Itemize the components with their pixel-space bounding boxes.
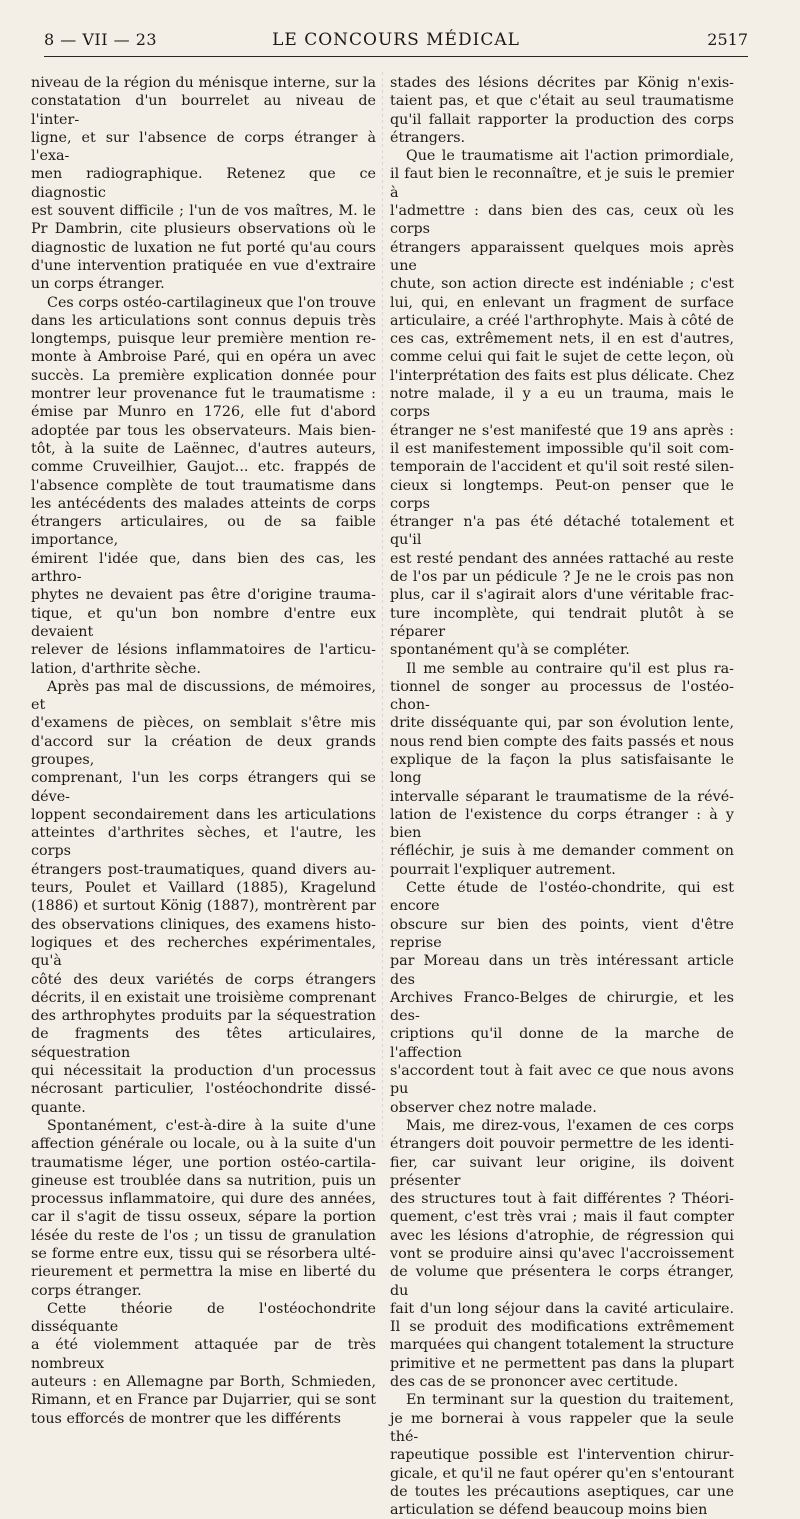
text-line: men radiographique. Retenez que ce diagnostic <box>31 166 376 201</box>
text-line: (1886) et surtout König (1887), montrèrent par <box>31 898 376 915</box>
paragraph <box>390 74 734 147</box>
text-line: Après pas mal de discussions, de mémoires, et <box>31 678 376 714</box>
text-line: étrangers post-traumatiques, quand divers au- <box>31 861 376 878</box>
text-line: est souvent difficile ; l'un de vos maîtres, M. le <box>31 203 376 220</box>
text-line: ture incomplète, qui tendrait plutôt à se réparer <box>390 605 734 640</box>
text-line: articulaire, a créé l'arthrophyte. Mais à côté de <box>390 312 734 329</box>
text-line: affection générale ou locale, ou à la suite d'un <box>31 1136 376 1153</box>
text-line: phytes ne devaient pas être d'origine trauma- <box>31 587 376 604</box>
text-line: des observations cliniques, des examens histo- <box>31 916 376 933</box>
paragraph <box>390 660 734 880</box>
text-line: côté des deux variétés de corps étrangers <box>31 971 376 988</box>
text-line: tous efforcés de montrer que les différents <box>31 1410 342 1427</box>
right-column <box>390 74 734 1519</box>
text-line: pourrait l'expliquer autrement. <box>390 861 616 878</box>
text-line: s'accordent tout à fait avec ce que nous avons pu <box>390 1063 734 1098</box>
text-line: dans les articulations sont connus depuis très <box>31 312 376 329</box>
text-line: nous rend bien compte des faits passés et nous <box>390 733 734 750</box>
text-line: Ces corps ostéo-cartilagineux que l'on trouve <box>47 294 376 311</box>
text-line: étranger n'a pas été détaché totalement et qu'il <box>390 514 734 549</box>
text-line: niveau de la région du ménisque interne, sur la <box>31 75 376 91</box>
paragraph <box>390 147 734 659</box>
text-line: nécrosant particulier, l'ostéochondrite dissé- <box>31 1081 376 1098</box>
text-line: par Moreau dans un très intéressant article des <box>390 953 734 988</box>
text-line: plus, car il s'agirait alors d'une véritable frac- <box>390 587 734 604</box>
text-line: explique de la façon la plus satisfaisante le long <box>390 751 734 787</box>
column-divider <box>382 72 383 1147</box>
paragraph <box>31 294 376 678</box>
running-header <box>44 30 748 57</box>
journal-title: LE CONCOURS MÉDICAL <box>272 30 520 50</box>
text-line: tionnel de songer au processus de l'ostéo-chon- <box>390 678 734 714</box>
text-line: a été violemment attaquée par de très nombreux <box>31 1337 376 1372</box>
text-line: lation, d'arthrite sèche. <box>31 660 201 677</box>
text-line: l'admettre : dans bien des cas, ceux où les corps <box>390 203 734 238</box>
text-line: temporain de l'accident et qu'il soit resté silen- <box>390 459 734 476</box>
text-line: des arthrophytes produits par la séquestration <box>31 1008 376 1025</box>
text-line: Cette étude de l'ostéo-chondrite, qui est encore <box>390 880 734 915</box>
text-line: comme Cruveilhier, Gaujot... etc. frappés de <box>31 459 376 476</box>
text-line: Archives Franco-Belges de chirurgie, et les des- <box>390 989 734 1025</box>
text-line: logiques et des recherches expérimentales, qu'à <box>31 934 376 970</box>
text-line: monte à Ambroise Paré, qui en opéra un avec <box>31 349 376 366</box>
text-line: d'examens de pièces, on semblait s'être mis <box>31 715 376 732</box>
left-column <box>31 74 376 1428</box>
text-line: loppent secondairement dans les articulations <box>31 806 376 823</box>
text-line: il est manifestement impossible qu'il soit com- <box>390 440 734 457</box>
text-line: tique, et qu'un bon nombre d'entre eux devaient <box>31 605 376 640</box>
text-line: intervalle séparant le traumatisme de la révé- <box>390 788 734 805</box>
text-line: diagnostic de luxation ne fut porté qu'au cours <box>31 239 376 256</box>
text-line: auteurs : en Allemagne par Borth, Schmieden, <box>31 1374 376 1391</box>
text-line: les antécédents des malades atteints de corps <box>31 495 376 512</box>
text-line: émirent l'idée que, dans bien des cas, les arthro- <box>31 550 376 586</box>
text-line: montrer leur provenance fut le traumatisme : <box>31 386 376 403</box>
text-line: primitive et ne permettent pas dans la plupart <box>390 1355 734 1372</box>
text-line: Pr Dambrin, cite plusieurs observations où le <box>31 221 376 238</box>
text-line: criptions qu'il donne de la marche de l'affection <box>390 1026 734 1061</box>
text-line: étrangers articulaires, ou de sa faible importance, <box>31 514 376 549</box>
text-line: étrangers apparaissent quelques mois après une <box>390 239 734 274</box>
text-line: Mais, me direz-vous, l'examen de ces corps <box>406 1117 734 1134</box>
text-line: relever de lésions inflammatoires de l'articu- <box>31 642 376 659</box>
text-line: Spontanément, c'est-à-dire à la suite d'une <box>47 1117 376 1134</box>
text-line: avec les lésions d'atrophie, de régression qui <box>390 1227 734 1244</box>
text-line: corps étranger. <box>31 1282 142 1299</box>
paragraph <box>390 879 734 1117</box>
text-line: des structures tout à fait différentes ? Théori- <box>390 1191 734 1208</box>
text-line: se forme entre eux, tissu qui se résorbera ulté- <box>31 1246 376 1262</box>
text-line: car il s'agit de tissu osseux, sépare la portion <box>31 1209 376 1226</box>
paragraph <box>390 1391 734 1519</box>
text-line: comme celui qui fait le sujet de cette leçon, où <box>390 349 734 366</box>
text-line: taient pas, et que c'était au seul traumatisme <box>390 93 734 110</box>
text-line: longtemps, puisque leur première mention re- <box>31 331 376 348</box>
text-line: je me bornerai à vous rappeler que la seule thé- <box>390 1410 734 1445</box>
text-line: succès. La première explication donnée pour <box>31 367 376 384</box>
paragraph <box>31 678 376 1117</box>
text-line: quante. <box>31 1099 86 1116</box>
paragraph <box>31 1117 376 1300</box>
text-line: constatation d'un bourrelet au niveau de l'inter- <box>31 93 376 128</box>
text-line: cieux si longtemps. Peut-on penser que le corps <box>390 477 734 512</box>
text-line: de fragments des têtes articulaires, séquestration <box>31 1026 376 1061</box>
issue-number: 8 — VII — 23 <box>44 30 158 49</box>
text-line: gineuse est troublée dans sa nutrition, puis un <box>31 1172 376 1189</box>
text-line: processus inflammatoire, qui dure des années, <box>31 1191 376 1208</box>
text-line: stades des lésions décrites par König n'exis- <box>390 75 734 91</box>
text-line: qui nécessitait la production d'un processus <box>31 1063 376 1080</box>
text-line: quement, c'est très vrai ; mais il faut compter <box>390 1209 734 1226</box>
text-line: tôt, à la suite de Laënnec, d'autres auteurs, <box>31 440 376 457</box>
text-line: de volume que présentera le corps étranger, du <box>390 1264 734 1299</box>
text-line: rieurement et permettra la mise en liberté du <box>31 1264 376 1281</box>
text-line: Il se produit des modifications extrêmement <box>390 1319 734 1336</box>
text-line: lésée du reste de l'os ; un tissu de granulation <box>31 1227 376 1244</box>
page-number: 2517 <box>707 30 748 49</box>
text-line: observer chez notre malade. <box>390 1099 597 1116</box>
text-line: l'interprétation des faits est plus délicate. Chez <box>390 367 734 384</box>
text-line: fait d'un long séjour dans la cavité articulaire. <box>390 1300 734 1317</box>
text-line: ces cas, extrêmement nets, il en est d'autres, <box>390 331 734 348</box>
text-line: Rimann, et en France par Dujarrier, qui se sont <box>31 1392 376 1409</box>
text-line: qu'il fallait rapporter la production des corps <box>390 111 734 128</box>
paragraph <box>31 1300 376 1428</box>
text-line: étrangers doit pouvoir permettre de les identi- <box>390 1136 734 1153</box>
paragraph <box>390 1117 734 1391</box>
text-line: l'absence complète de tout traumatisme dans <box>31 477 376 494</box>
text-line: fier, car suivant leur origine, ils doivent présenter <box>390 1154 734 1189</box>
text-line: teurs, Poulet et Vaillard (1885), Kragelund <box>31 880 376 897</box>
text-line: de l'os par un pédicule ? Je ne le crois pas non <box>390 569 734 586</box>
text-line: traumatisme léger, une portion ostéo-cartila- <box>31 1154 376 1171</box>
text-line: étrangers. <box>390 129 466 146</box>
text-line: rapeutique possible est l'intervention chirur- <box>390 1447 734 1464</box>
text-line: Cette théorie de l'ostéochondrite disséquante <box>31 1300 376 1336</box>
text-line: articulation se défend beaucoup moins bien <box>390 1502 708 1519</box>
text-line: notre malade, il y a eu un trauma, mais le corps <box>390 386 734 421</box>
text-line: marquées qui changent totalement la structure <box>390 1337 734 1354</box>
text-line: décrits, il en existait une troisième comprenant <box>31 989 376 1006</box>
text-line: comprenant, l'un les corps étrangers qui se déve- <box>31 770 376 805</box>
text-line: réfléchir, je suis à me demander comment on <box>390 843 734 860</box>
text-line: chute, son action directe est indéniable ; c'est <box>390 276 734 293</box>
text-line: adoptée par tous les observateurs. Mais bien- <box>31 422 376 439</box>
text-line: il faut bien le reconnaître, et je suis le premier à <box>390 166 734 201</box>
text-line: spontanément qu'à se compléter. <box>390 642 630 659</box>
text-line: lation de l'existence du corps étranger : à y bien <box>390 806 734 842</box>
text-line: ligne, et sur l'absence de corps étranger à l'exa- <box>31 129 376 165</box>
paragraph <box>31 74 376 294</box>
text-line: gicale, et qu'il ne faut opérer qu'en s'entourant <box>390 1465 734 1482</box>
text-line: atteintes d'arthrites sèches, et l'autre, les corps <box>31 825 376 860</box>
text-line: drite disséquante qui, par son évolution lente, <box>390 715 734 732</box>
text-line: En terminant sur la question du traitement, <box>406 1392 734 1409</box>
text-line: d'une intervention pratiquée en vue d'extraire <box>31 257 376 274</box>
text-line: émise par Munro en 1726, elle fut d'abord <box>31 404 376 421</box>
text-line: étranger ne s'est manifesté que 19 ans après : <box>390 422 734 439</box>
text-line: des cas de se prononcer avec certitude. <box>390 1374 679 1391</box>
text-line: un corps étranger. <box>31 276 165 293</box>
text-line: obscure sur bien des points, vient d'être reprise <box>390 916 734 951</box>
text-line: d'accord sur la création de deux grands groupes, <box>31 733 376 768</box>
text-line: est resté pendant des années rattaché au reste <box>390 550 734 567</box>
text-line: Que le traumatisme ait l'action primordiale, <box>406 148 734 165</box>
text-line: vont se produire ainsi qu'avec l'accroissement <box>390 1246 734 1262</box>
text-line: de toutes les précautions aseptiques, car une <box>390 1483 734 1500</box>
text-line: Il me semble au contraire qu'il est plus ra- <box>406 660 734 677</box>
text-line: lui, qui, en enlevant un fragment de surface <box>390 294 734 311</box>
